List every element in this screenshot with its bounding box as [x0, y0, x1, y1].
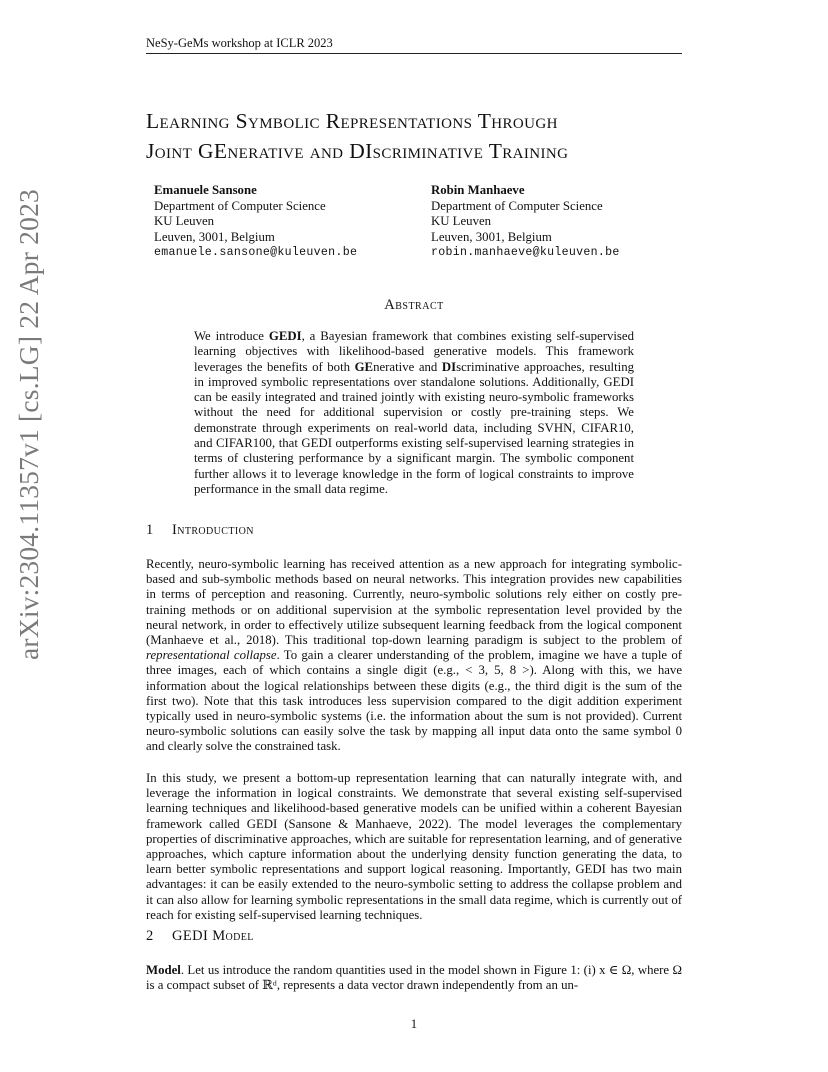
intro-paragraph-1 [146, 557, 682, 755]
author-email[interactable]: emanuele.sansone@kuleuven.be [154, 246, 358, 259]
section-heading-2 [146, 928, 254, 945]
author-name: Emanuele Sansone [154, 183, 257, 197]
section-number: 1 [146, 522, 154, 538]
abstract-text: nerative and [373, 359, 442, 374]
author-block-2 [431, 183, 620, 261]
abstract-text: , a Bayesian framework that combines existing self-supervised learning objectives with likelihood-based generative models. This framework leverages the benefits of both [194, 329, 634, 374]
author-dept: Department of Computer Science [154, 198, 326, 213]
author-institution: KU Leuven [154, 214, 215, 228]
arxiv-stamp-text: arXiv:2304.11357v1 [cs.LG] 22 Apr 2023 [13, 189, 44, 660]
running-header: NeSy-GeMs workshop at ICLR 2023 [146, 36, 333, 50]
paper-title [146, 106, 706, 166]
author-email[interactable]: robin.manhaeve@kuleuven.be [431, 246, 620, 259]
section-title: Introduction [172, 522, 254, 538]
paragraph-text: . To gain a clearer understanding of the problem, imagine we have a tuple of three images, each of which contains a single digit (e.g., < 3, 5, 8 >). Along with this, we have information about the logical relationships between these digits (e.g., the third digit is the sum of the first two). Note that this task introduces less supervision compared to the digit addition experiment typically used in neuro-symbolic systems (i.e. the information about the sum is not provided). Current neuro-symbolic solutions can easily solve the task by mapping all input data onto the same symbol 0 and clearly solve the constrained task. [146, 648, 682, 754]
author-block-1 [154, 183, 357, 261]
section-number: 2 [146, 928, 154, 944]
abstract-body [194, 329, 634, 497]
abstract-text: We introduce [194, 329, 269, 343]
author-name: Robin Manhaeve [431, 183, 525, 197]
abstract-bold: DI [441, 359, 457, 374]
section-title: GEDI Model [172, 928, 254, 944]
paragraph-text: . Let us introduce the random quantities used in the model shown in Figure 1: (i) x ∈ Ω, where Ω is a compact subset of ℝᵈ, represents a data vector drawn independently from an un- [146, 963, 682, 993]
paragraph-text: Recently, neuro-symbolic learning has received attention as a new approach for integrating symbolic-based and sub-symbolic methods based on neural networks. This integration provides new capabilities in terms of perception and reasoning. Currently, neuro-symbolic solutions rely either on costly pre-training methods or on additional supervision at the symbolic representation level provided by the neural network, in order to effectively utilize subsequent learning feedback from the logical component (Manhaeve et al., 2018). This traditional top-down learning paradigm is subject to the problem of [146, 557, 682, 648]
model-paragraph [146, 963, 682, 993]
intro-paragraph-2: In this study, we present a bottom-up representation learning that can naturally integrate with, and leverage the information in logical constraints. We demonstrate that several existing self-supervised learning techniques and likelihood-based generative models can be unified within a coherent Bayesian framework called GEDI (Sansone & Manhaeve, 2022). The model leverages the complementary properties of discriminative approaches, which are suitable for representation learning, and of generative approaches, which capture information about the underlying density function generating the data, to learn better symbolic representations and support logical reasoning. Importantly, GEDI has two main advantages: it can be easily extended to the neuro-symbolic setting to address the collapse problem and it can also allow for learning symbolic representations in the small data regime, which is currently out of reach for existing self-supervised learning techniques. [146, 771, 682, 922]
section-heading-1 [146, 522, 254, 539]
title-line-2: Joint GEnerative and DIscriminative Training [146, 139, 569, 163]
abstract-text: scriminative approaches, resulting in improved symbolic representations over standalone solutions. Additionally, GEDI can be easily integrated and trained jointly with existing neuro-symbolic frameworks without the need for additional supervision or costly pre-training steps. We demonstrate through experiments on real-world data, including SVHN, CIFAR10, and CIFAR100, that GEDI outperforms existing self-supervised learning strategies in terms of clustering performance by a significant margin. The symbolic component further allows it to leverage knowledge in the form of logical constraints to improve performance in the small data regime. [194, 359, 634, 496]
page-number: 1 [410, 1017, 418, 1031]
header-rule [146, 53, 682, 54]
author-address: Leuven, 3001, Belgium [431, 229, 552, 244]
abstract-bold: GE [354, 359, 374, 374]
author-institution: KU Leuven [431, 214, 492, 228]
abstract-heading: Abstract [384, 297, 444, 313]
author-address: Leuven, 3001, Belgium [154, 229, 275, 244]
title-line-1: Learning Symbolic Representations Through [146, 109, 558, 133]
paragraph-bold: Model [146, 963, 181, 977]
abstract-bold: GEDI [268, 329, 302, 343]
author-dept: Department of Computer Science [431, 198, 603, 213]
paragraph-emphasis: representational collapse [146, 648, 277, 663]
